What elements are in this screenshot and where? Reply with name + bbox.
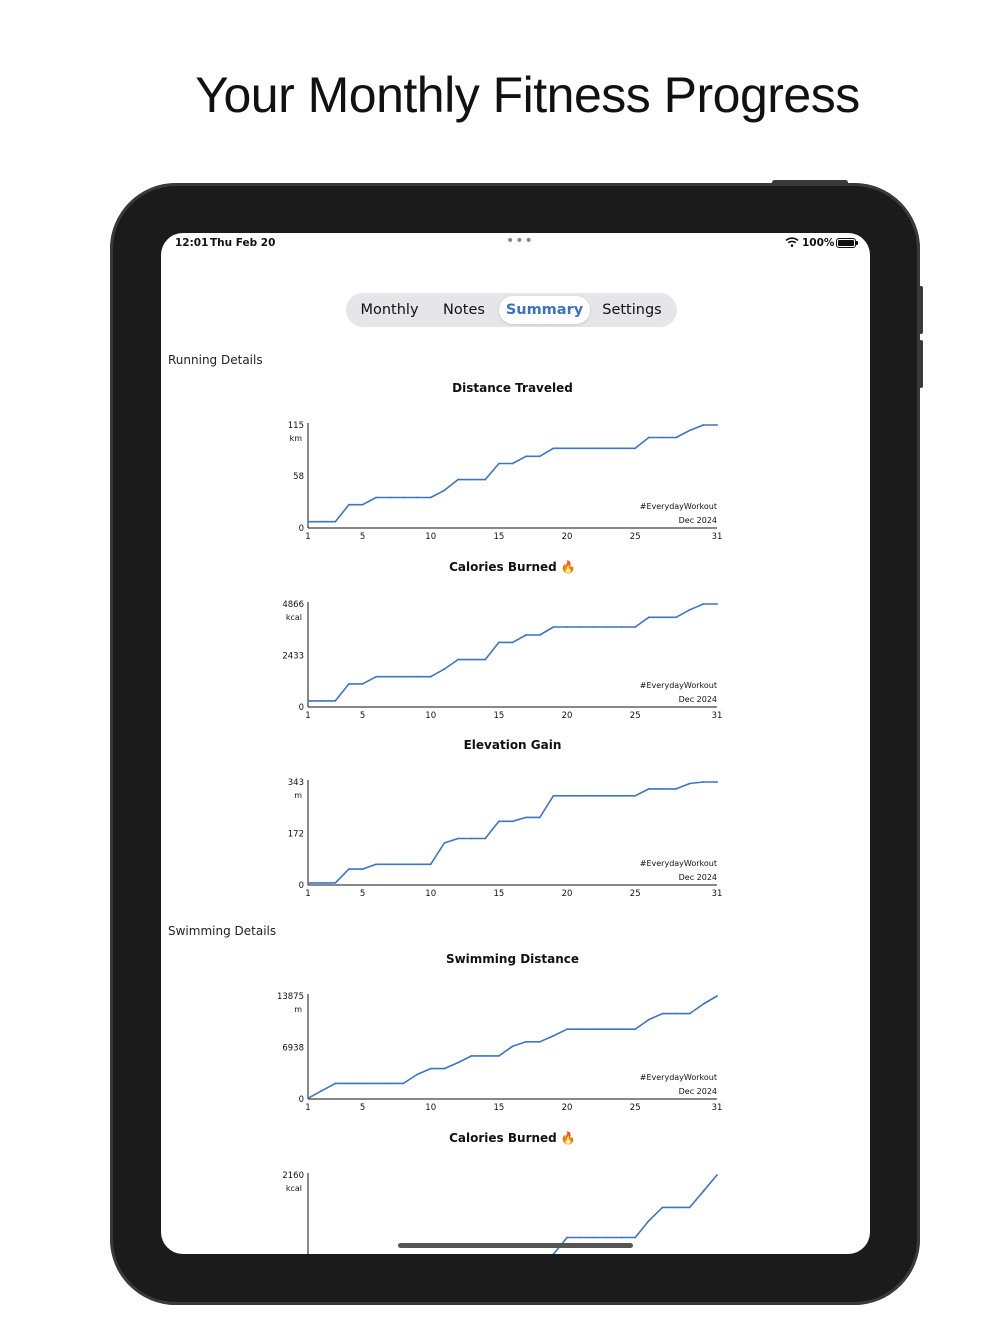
data-point: [716, 424, 718, 426]
battery-percentage: 100%: [802, 237, 835, 249]
data-point: [634, 1028, 636, 1030]
data-point: [498, 820, 500, 822]
data-point: [593, 447, 595, 449]
x-tick-label: 25: [629, 1103, 641, 1113]
data-point: [362, 868, 364, 870]
data-point: [307, 700, 309, 702]
data-point: [321, 700, 323, 702]
data-point: [403, 497, 405, 499]
page-headline: Your Monthly Fitness Progress: [195, 67, 860, 123]
data-point: [580, 447, 582, 449]
tab-settings[interactable]: Settings: [602, 302, 662, 318]
data-point: [648, 616, 650, 618]
data-point: [703, 1190, 705, 1192]
y-axis-unit-label: kcal: [285, 613, 302, 622]
data-point: [512, 1045, 514, 1047]
data-point: [471, 479, 473, 481]
data-point: [416, 497, 418, 499]
data-point: [539, 1041, 541, 1043]
chart-title: Elevation Gain: [463, 738, 562, 752]
chart-title: Calories Burned 🔥: [449, 560, 576, 574]
tab-summary[interactable]: Summary: [499, 296, 590, 324]
x-tick-label: 25: [629, 711, 641, 721]
data-point: [703, 424, 705, 426]
y-tick-label: 4866: [282, 600, 304, 610]
data-point: [593, 1237, 595, 1239]
data-point: [621, 1028, 623, 1030]
data-point: [662, 437, 664, 439]
data-point: [389, 497, 391, 499]
data-point: [580, 1237, 582, 1239]
data-point: [471, 838, 473, 840]
data-point: [703, 603, 705, 605]
data-point: [648, 788, 650, 790]
x-tick-label: 1: [305, 711, 311, 721]
data-point: [484, 838, 486, 840]
data-point: [607, 626, 609, 628]
line-chart: [271, 576, 731, 721]
chart-watermark: #EverydayWorkout: [639, 859, 717, 868]
y-tick-label: 2433: [282, 651, 304, 662]
data-point: [634, 795, 636, 797]
data-point: [348, 1083, 350, 1085]
x-tick-label: 31: [711, 532, 723, 542]
data-point: [621, 1237, 623, 1239]
x-tick-label: 10: [425, 532, 437, 542]
data-point: [607, 1237, 609, 1239]
data-point: [539, 817, 541, 819]
data-point: [362, 1083, 364, 1085]
data-point: [471, 1055, 473, 1057]
data-point: [566, 1028, 568, 1030]
tablet-top-button: [772, 180, 848, 185]
data-point: [321, 521, 323, 523]
data-point: [648, 1220, 650, 1222]
battery-icon: [836, 238, 856, 248]
data-point: [321, 882, 323, 884]
data-point: [430, 863, 432, 865]
x-tick-label: 5: [359, 711, 366, 721]
data-point: [553, 626, 555, 628]
y-axis-unit-label: kcal: [285, 1184, 302, 1193]
x-tick-label: 1: [305, 1103, 311, 1113]
data-point: [416, 863, 418, 865]
y-tick-label: 172: [287, 829, 304, 840]
line-chart: [271, 968, 731, 1113]
section-swimming-details: Swimming Details: [168, 924, 277, 938]
data-point: [675, 788, 677, 790]
data-point: [539, 634, 541, 636]
data-point: [307, 882, 309, 884]
data-point: [716, 1174, 718, 1176]
status-bar: [161, 233, 870, 255]
x-tick-label: 15: [493, 532, 505, 542]
x-tick-label: 5: [359, 889, 366, 899]
data-point: [375, 676, 377, 678]
data-point: [416, 1074, 418, 1076]
data-point: [430, 497, 432, 499]
data-point: [607, 447, 609, 449]
chart-title: Calories Burned 🔥: [449, 1131, 576, 1145]
x-tick-label: 15: [493, 711, 505, 721]
data-point: [566, 626, 568, 628]
x-tick-label: 10: [425, 889, 437, 899]
data-point: [580, 626, 582, 628]
x-tick-label: 20: [561, 711, 573, 721]
data-point: [553, 795, 555, 797]
y-axis-unit-label: km: [289, 434, 302, 443]
y-tick-label: 58: [293, 472, 304, 483]
y-tick-label: 115: [287, 421, 304, 431]
x-tick-label: 10: [425, 1103, 437, 1113]
data-point: [457, 838, 459, 840]
tab-notes[interactable]: Notes: [443, 302, 485, 318]
chart-title: Swimming Distance: [445, 952, 580, 966]
tab-segmented-control: [346, 293, 677, 327]
data-point: [348, 683, 350, 685]
data-point: [525, 634, 527, 636]
data-point: [689, 1013, 691, 1015]
line-chart: [271, 397, 731, 542]
wifi-icon: [785, 237, 799, 250]
data-point: [634, 1237, 636, 1239]
y-axis-unit-label: m: [294, 791, 302, 800]
data-point: [484, 479, 486, 481]
data-point: [334, 1083, 336, 1085]
data-point: [348, 504, 350, 506]
data-point: [525, 1041, 527, 1043]
data-point: [321, 1090, 323, 1092]
data-point: [580, 795, 582, 797]
chart-watermark: #EverydayWorkout: [639, 1073, 717, 1082]
data-point: [689, 430, 691, 432]
data-point: [566, 795, 568, 797]
data-point: [334, 882, 336, 884]
data-point: [443, 842, 445, 844]
data-point: [689, 609, 691, 611]
y-tick-label: 13875: [276, 992, 304, 1002]
tablet-volume-down-button: [919, 340, 923, 388]
data-point: [498, 463, 500, 465]
data-point: [498, 642, 500, 644]
data-point: [443, 490, 445, 492]
data-point: [457, 659, 459, 661]
data-point: [607, 1028, 609, 1030]
x-tick-label: 31: [711, 889, 723, 899]
data-point: [634, 447, 636, 449]
data-point: [525, 817, 527, 819]
y-tick-label: 6938: [282, 1043, 304, 1054]
chart-watermark: #EverydayWorkout: [639, 502, 717, 511]
data-point: [675, 437, 677, 439]
data-point: [716, 603, 718, 605]
x-tick-label: 20: [561, 532, 573, 542]
y-tick-label: 0: [298, 703, 304, 713]
data-point: [512, 820, 514, 822]
x-tick-label: 15: [493, 1103, 505, 1113]
data-point: [621, 795, 623, 797]
data-point: [403, 676, 405, 678]
data-point: [389, 863, 391, 865]
data-point: [716, 995, 718, 997]
data-point: [553, 447, 555, 449]
data-point: [389, 676, 391, 678]
data-point: [375, 1083, 377, 1085]
data-point: [662, 1013, 664, 1015]
data-point: [716, 781, 718, 783]
x-tick-label: 31: [711, 1103, 723, 1113]
data-point: [662, 616, 664, 618]
data-point: [662, 1207, 664, 1209]
data-point: [348, 868, 350, 870]
data-point: [512, 642, 514, 644]
tablet-volume-up-button: [919, 286, 923, 334]
data-point: [430, 1068, 432, 1070]
x-tick-label: 1: [305, 889, 311, 899]
data-point: [334, 521, 336, 523]
x-tick-label: 15: [493, 889, 505, 899]
data-point: [471, 659, 473, 661]
data-point: [525, 455, 527, 457]
data-point: [580, 1028, 582, 1030]
data-point: [362, 504, 364, 506]
data-point: [607, 795, 609, 797]
data-point: [689, 783, 691, 785]
data-point: [539, 455, 541, 457]
data-point: [648, 437, 650, 439]
chart-period: Dec 2024: [678, 695, 717, 704]
data-point: [621, 447, 623, 449]
y-tick-label: 0: [298, 1095, 304, 1105]
x-tick-label: 5: [359, 1103, 366, 1113]
data-point: [443, 1068, 445, 1070]
data-point: [689, 1207, 691, 1209]
y-tick-label: 2160: [282, 1171, 304, 1181]
data-point: [457, 479, 459, 481]
data-point: [430, 676, 432, 678]
data-point: [593, 1028, 595, 1030]
data-point: [403, 863, 405, 865]
data-point: [566, 447, 568, 449]
data-point: [675, 1207, 677, 1209]
data-point: [389, 1083, 391, 1085]
data-point: [403, 1083, 405, 1085]
chart-period: Dec 2024: [678, 1087, 717, 1096]
data-point: [443, 668, 445, 670]
data-point: [307, 1097, 309, 1099]
data-point: [566, 1237, 568, 1239]
line-chart: [271, 754, 731, 899]
data-point: [553, 1035, 555, 1037]
data-point: [621, 626, 623, 628]
data-point: [484, 659, 486, 661]
y-axis-unit-label: m: [294, 1005, 302, 1014]
tab-monthly[interactable]: Monthly: [360, 302, 419, 318]
data-point: [375, 863, 377, 865]
x-tick-label: 20: [561, 1103, 573, 1113]
x-tick-label: 10: [425, 711, 437, 721]
chart-period: Dec 2024: [678, 516, 717, 525]
data-point: [703, 1003, 705, 1005]
data-point: [512, 463, 514, 465]
y-tick-label: 0: [298, 524, 304, 534]
y-tick-label: 343: [287, 778, 304, 788]
x-tick-label: 25: [629, 532, 641, 542]
app-screen: [161, 233, 870, 1254]
section-running-details: Running Details: [168, 353, 263, 367]
data-point: [416, 676, 418, 678]
x-tick-label: 25: [629, 889, 641, 899]
home-indicator[interactable]: [398, 1243, 633, 1248]
data-point: [648, 1019, 650, 1021]
x-tick-label: 31: [711, 711, 723, 721]
data-point: [484, 1055, 486, 1057]
y-tick-label: 0: [298, 881, 304, 891]
data-point: [593, 626, 595, 628]
chart-title: Distance Traveled: [452, 381, 573, 395]
data-point: [362, 683, 364, 685]
data-point: [662, 788, 664, 790]
status-date: Thu Feb 20: [210, 237, 276, 249]
data-point: [675, 1013, 677, 1015]
chart-watermark: #EverydayWorkout: [639, 681, 717, 690]
data-point: [457, 1062, 459, 1064]
multitasking-dots-icon[interactable]: •••: [506, 233, 534, 249]
x-tick-label: 5: [359, 532, 366, 542]
status-time: 12:01: [175, 237, 209, 249]
data-point: [307, 521, 309, 523]
data-point: [375, 497, 377, 499]
data-point: [334, 700, 336, 702]
data-point: [634, 626, 636, 628]
data-point: [675, 616, 677, 618]
x-tick-label: 1: [305, 532, 311, 542]
data-point: [593, 795, 595, 797]
data-point: [703, 781, 705, 783]
chart-period: Dec 2024: [678, 873, 717, 882]
data-point: [498, 1055, 500, 1057]
line-chart: [271, 1147, 731, 1207]
x-tick-label: 20: [561, 889, 573, 899]
